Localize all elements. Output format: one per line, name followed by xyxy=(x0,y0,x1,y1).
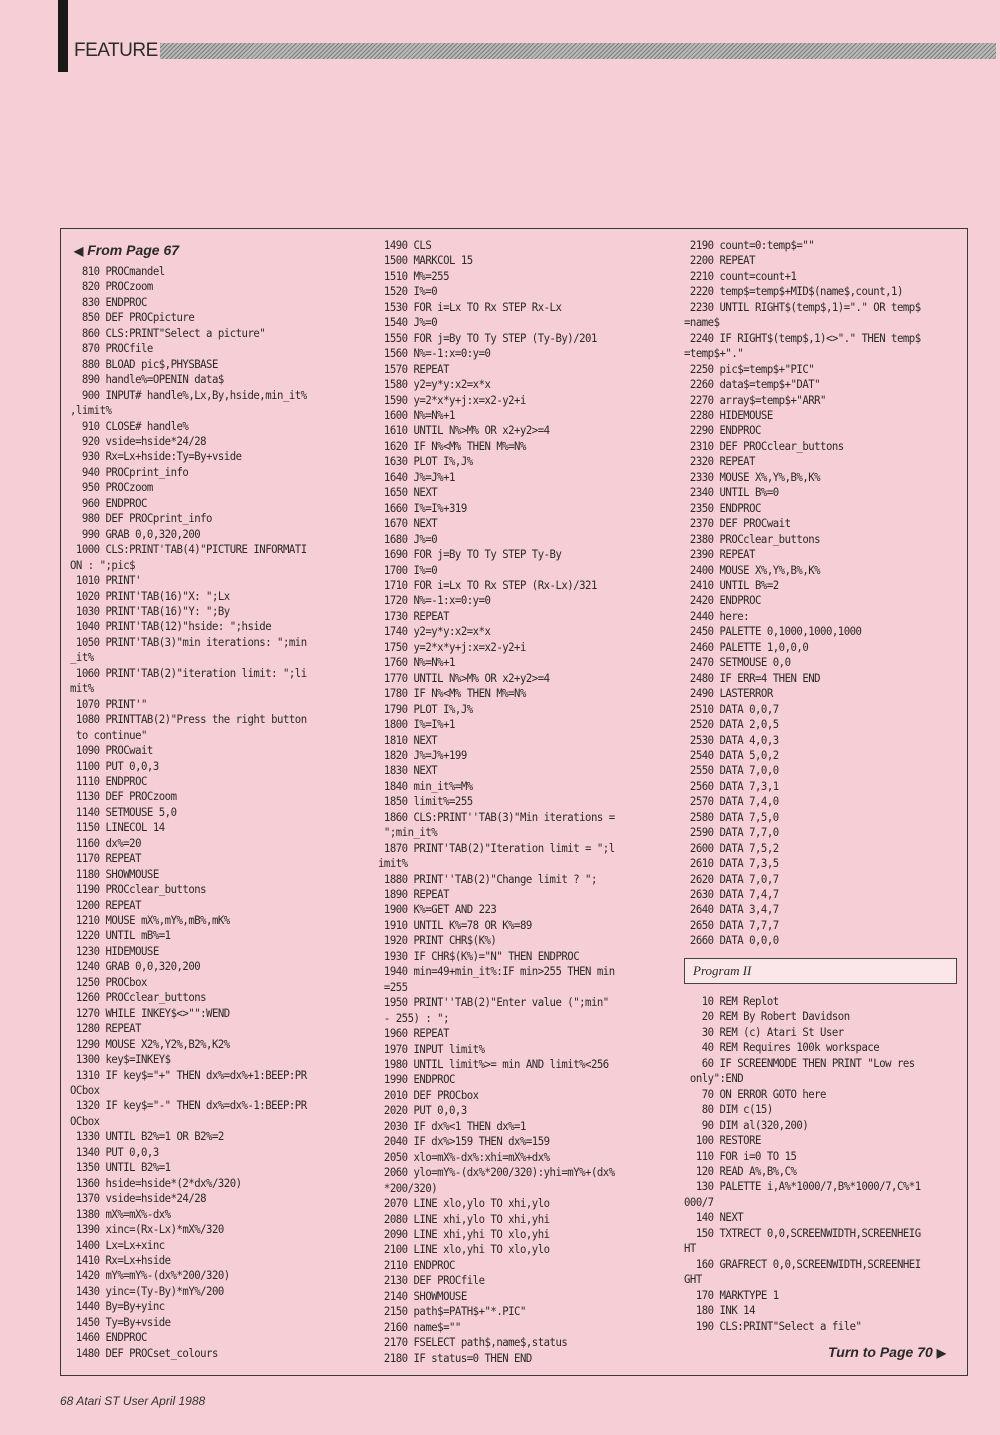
program-ii-heading-box xyxy=(684,958,957,984)
code-line: 170 MARKTYPE 1 xyxy=(684,1287,779,1302)
code-line: 1950 PRINT''TAB(2)"Enter value (";min" xyxy=(378,995,609,1010)
code-line: 1030 PRINT'TAB(16)"Y: ";By xyxy=(70,603,230,618)
from-page-link xyxy=(74,242,179,258)
code-line: 1010 PRINT' xyxy=(70,573,141,588)
code-line: 1350 UNTIL B2%=1 xyxy=(70,1160,171,1175)
code-line: 150 TXTRECT 0,0,SCREENWIDTH,SCREENHEIG xyxy=(684,1225,921,1240)
code-line: 2200 REPEAT xyxy=(684,253,755,268)
code-line: 1650 NEXT xyxy=(378,485,438,500)
code-line: 2490 LASTERROR xyxy=(684,686,773,701)
code-line: 1230 HIDEMOUSE xyxy=(70,943,159,958)
code-line: 1730 REPEAT xyxy=(378,608,449,623)
code-line: 2390 REPEAT xyxy=(684,547,755,562)
code-line: 1580 y2=y*y:x2=x*x xyxy=(378,377,491,392)
code-line: 2420 ENDPROC xyxy=(684,593,761,608)
code-line: 2590 DATA 7,7,0 xyxy=(684,825,779,840)
code-line: 2610 DATA 7,3,5 xyxy=(684,856,779,871)
code-line: 940 PROCprint_info xyxy=(70,464,189,479)
code-line: 1400 Lx=Lx+xinc xyxy=(70,1237,165,1252)
code-line: 1800 I%=I%+1 xyxy=(378,717,455,732)
code-line: 820 PROCzoom xyxy=(70,279,153,294)
code-line: 1740 y2=y*y:x2=x*x xyxy=(378,624,491,639)
code-line: 1430 yinc=(Ty-By)*mY%/200 xyxy=(70,1283,224,1298)
code-line: only":END xyxy=(684,1071,744,1086)
code-line: 2090 LINE xhi,yhi TO xlo,yhi xyxy=(378,1227,550,1241)
code-line: ,limit% xyxy=(70,403,112,418)
code-line: 1760 N%=N%+1 xyxy=(378,655,455,670)
code-line: 2470 SETMOUSE 0,0 xyxy=(684,655,791,670)
code-line: 40 REM Requires 100k workspace xyxy=(684,1040,880,1055)
code-line: 2620 DATA 7,0,7 xyxy=(684,871,779,886)
code-line: 980 DEF PROCprint_info xyxy=(70,511,212,526)
code-line: 1670 NEXT xyxy=(378,516,438,531)
code-line: 130 PALETTE i,A%*1000/7,B%*1000/7,C%*1 xyxy=(684,1179,921,1194)
code-line: 1900 K%=GET AND 223 xyxy=(378,902,497,917)
code-line: 920 vside=hside*24/28 xyxy=(70,433,207,448)
code-line: 2240 IF RIGHT$(temp$,1)<>"." THEN temp$ xyxy=(684,330,921,345)
code-line: 2540 DATA 5,0,2 xyxy=(684,747,779,762)
code-line: 2080 LINE xhi,ylo TO xhi,yhi xyxy=(378,1211,550,1226)
code-line: 2330 MOUSE X%,Y%,B%,K% xyxy=(684,469,821,484)
code-line: 2630 DATA 7,4,7 xyxy=(684,887,779,902)
code-line: 1020 PRINT'TAB(16)"X: ";Lx xyxy=(70,588,230,603)
code-line: 2400 MOUSE X%,Y%,B%,K% xyxy=(684,562,821,577)
turn-page-link xyxy=(828,1344,946,1360)
code-line: 1890 REPEAT xyxy=(378,887,449,902)
code-line: 100 RESTORE xyxy=(684,1133,761,1148)
code-line: 990 GRAB 0,0,320,200 xyxy=(70,526,201,541)
code-line: 830 ENDPROC xyxy=(70,294,147,309)
code-line: 2450 PALETTE 0,1000,1000,1000 xyxy=(684,624,862,639)
code-line: 2070 LINE xlo,ylo TO xhi,ylo xyxy=(378,1196,550,1211)
code-line: 2060 ylo=mY%-(dx%*200/320):yhi=mY%+(dx% xyxy=(378,1165,615,1180)
code-line: 1590 y=2*x*y+j:x=x2-y2+i xyxy=(378,392,526,407)
code-line: 1340 PUT 0,0,3 xyxy=(70,1144,159,1159)
code-line: 910 CLOSE# handle% xyxy=(70,418,189,433)
code-line: 1200 REPEAT xyxy=(70,897,141,912)
code-line: 1830 NEXT xyxy=(378,763,438,778)
code-line: - 255) : "; xyxy=(378,1010,449,1025)
code-line: 20 REM By Robert Davidson xyxy=(684,1009,850,1024)
header-stripe xyxy=(160,43,996,59)
code-line: 1300 key$=INKEY$ xyxy=(70,1052,171,1067)
code-line: 2310 DEF PROCclear_buttons xyxy=(684,438,844,453)
code-line: 870 PROCfile xyxy=(70,341,153,356)
code-line: =name$ xyxy=(684,315,720,330)
code-line: 2530 DATA 4,0,3 xyxy=(684,732,779,747)
code-line: 1560 N%=-1:x=0:y=0 xyxy=(378,346,491,361)
code-line: 2100 LINE xlo,yhi TO xlo,ylo xyxy=(378,1242,550,1257)
code-line: 1060 PRINT'TAB(2)"iteration limit: ";li xyxy=(70,665,307,680)
code-line: 2460 PALETTE 1,0,0,0 xyxy=(684,639,809,654)
code-line: 2160 name$="" xyxy=(378,1319,461,1334)
page-footer: 68 Atari ST User April 1988 xyxy=(60,1394,206,1408)
code-line: 860 CLS:PRINT"Select a picture" xyxy=(70,325,266,340)
code-line: 2650 DATA 7,7,7 xyxy=(684,917,779,932)
code-line: 1270 WHILE INKEY$<>"":WEND xyxy=(70,1005,230,1020)
code-line: 1050 PRINT'TAB(3)"min iterations: ";min xyxy=(70,634,307,649)
code-line: 1610 UNTIL N%>M% OR x2+y2>=4 xyxy=(378,423,550,438)
code-line: 1170 REPEAT xyxy=(70,851,141,866)
code-line: 1040 PRINT'TAB(12)"hside: ";hside xyxy=(70,619,272,634)
code-line: 1860 CLS:PRINT''TAB(3)"Min iterations = xyxy=(378,809,615,824)
code-line: 2340 UNTIL B%=0 xyxy=(684,485,779,500)
code-line: 1210 MOUSE mX%,mY%,mB%,mK% xyxy=(70,913,230,928)
code-line: 1310 IF key$="+" THEN dx%=dx%+1:BEEP:PR xyxy=(70,1067,307,1082)
code-line: to continue" xyxy=(70,727,147,742)
code-line: 1370 vside=hside*24/28 xyxy=(70,1191,207,1206)
code-line: 2520 DATA 2,0,5 xyxy=(684,717,779,732)
code-line: 1360 hside=hside*(2*dx%/320) xyxy=(70,1175,242,1190)
code-line: 1970 INPUT limit% xyxy=(378,1041,485,1056)
code-line: 810 PROCmandel xyxy=(70,264,165,278)
code-line: GHT xyxy=(684,1272,702,1287)
code-line: 1440 By=By+yinc xyxy=(70,1299,165,1314)
code-line: 2180 IF status=0 THEN END xyxy=(378,1350,532,1365)
code-line: *200/320) xyxy=(378,1180,438,1195)
code-line: 1330 UNTIL B2%=1 OR B2%=2 xyxy=(70,1129,224,1144)
code-line: 2030 IF dx%<1 THEN dx%=1 xyxy=(378,1118,526,1133)
code-line: 2410 UNTIL B%=2 xyxy=(684,577,779,592)
code-line: 2510 DATA 0,0,7 xyxy=(684,701,779,716)
code-line: 2580 DATA 7,5,0 xyxy=(684,809,779,824)
code-line: 1630 PLOT I%,J% xyxy=(378,454,473,469)
code-line: 10 REM Replot xyxy=(684,994,779,1008)
code-line: 2280 HIDEMOUSE xyxy=(684,407,773,422)
code-line: 60 IF SCREENMODE THEN PRINT "Low res xyxy=(684,1055,915,1070)
code-line: 2640 DATA 3,4,7 xyxy=(684,902,779,917)
code-line: 1910 UNTIL K%=78 OR K%=89 xyxy=(378,917,532,932)
code-column-2 xyxy=(378,238,654,1366)
code-line: 2050 xlo=mX%-dx%:xhi=mX%+dx% xyxy=(378,1149,550,1164)
code-line: 1680 J%=0 xyxy=(378,531,438,546)
code-line: 1150 LINECOL 14 xyxy=(70,820,165,835)
code-line: 2600 DATA 7,5,2 xyxy=(684,840,779,855)
code-line: 2370 DEF PROCwait xyxy=(684,516,791,531)
code-line: OCbox xyxy=(70,1083,100,1098)
code-line: 1920 PRINT CHR$(K%) xyxy=(378,933,497,948)
code-line: 850 DEF PROCpicture xyxy=(70,310,195,325)
code-line: 1960 REPEAT xyxy=(378,1026,449,1041)
section-label: FEATURE xyxy=(74,40,158,61)
code-line: 1840 min_it%=M% xyxy=(378,778,473,793)
code-line: 1380 mX%=mX%-dx% xyxy=(70,1206,171,1221)
code-column-1 xyxy=(70,264,346,1361)
code-line: 2560 DATA 7,3,1 xyxy=(684,778,779,793)
code-line: 2270 array$=temp$+"ARR" xyxy=(684,392,826,407)
code-line: 1880 PRINT''TAB(2)"Change limit ? "; xyxy=(378,871,597,886)
code-line: 2220 temp$=temp$+MID$(name$,count,1) xyxy=(684,284,903,299)
code-line: 2290 ENDPROC xyxy=(684,423,761,438)
code-line: 960 ENDPROC xyxy=(70,495,147,510)
left-arrow-icon: ◀ xyxy=(74,244,84,258)
code-line: 1540 J%=0 xyxy=(378,315,438,330)
code-line: 2040 IF dx%>159 THEN dx%=159 xyxy=(378,1134,550,1149)
code-line: 1460 ENDPROC xyxy=(70,1330,147,1345)
code-line: 1130 DEF PROCzoom xyxy=(70,789,177,804)
code-line: 1110 ENDPROC xyxy=(70,773,147,788)
code-line: 1480 DEF PROCset_colours xyxy=(70,1345,218,1360)
code-line: 1790 PLOT I%,J% xyxy=(378,701,473,716)
code-line: 1490 CLS xyxy=(378,238,432,252)
code-line: 160 GRAFRECT 0,0,SCREENWIDTH,SCREENHEI xyxy=(684,1256,921,1271)
code-line: 2260 data$=temp$+"DAT" xyxy=(684,377,821,392)
code-line: 1640 J%=J%+1 xyxy=(378,469,455,484)
program-ii-title: Program II xyxy=(693,963,752,978)
code-line: 1000 CLS:PRINT'TAB(4)"PICTURE INFORMATI xyxy=(70,542,307,557)
code-line: 2150 path$=PATH$+"*.PIC" xyxy=(378,1304,526,1319)
code-line: 2550 DATA 7,0,0 xyxy=(684,763,779,778)
code-line: 1080 PRINTTAB(2)"Press the right button xyxy=(70,712,307,727)
code-line: 2480 IF ERR=4 THEN END xyxy=(684,670,821,685)
code-line: 2350 ENDPROC xyxy=(684,500,761,515)
code-line: 1140 SETMOUSE 5,0 xyxy=(70,804,177,819)
code-line: =temp$+"." xyxy=(684,346,744,361)
code-line: 1820 J%=J%+199 xyxy=(378,747,467,762)
code-line: 1260 PROCclear_buttons xyxy=(70,990,207,1005)
code-line: mit% xyxy=(70,681,94,696)
code-line: 1940 min=49+min_it%:IF min>255 THEN min xyxy=(378,964,615,979)
code-line: 1930 IF CHR$(K%)="N" THEN ENDPROC xyxy=(378,948,580,963)
code-line: 1410 Rx=Lx+hside xyxy=(70,1253,171,1267)
code-line: 1520 I%=0 xyxy=(378,284,438,299)
code-line: 1530 FOR i=Lx TO Rx STEP Rx-Lx xyxy=(378,299,562,314)
code-line: 1500 MARKCOL 15 xyxy=(378,253,473,268)
code-line: 1710 FOR i=Lx TO Rx STEP (Rx-Lx)/321 xyxy=(378,577,597,592)
code-line: 1750 y=2*x*y+j:x=x2-y2+i xyxy=(378,639,526,654)
code-line: 1290 MOUSE X2%,Y2%,B2%,K2% xyxy=(70,1036,230,1051)
code-line: 2440 here: xyxy=(684,608,750,623)
code-column-3-program-ii xyxy=(684,994,960,1334)
code-line: 2110 ENDPROC xyxy=(378,1257,455,1272)
code-line: 80 DIM c(15) xyxy=(684,1102,773,1117)
code-line: 1660 I%=I%+319 xyxy=(378,500,467,515)
code-line: 1070 PRINT'" xyxy=(70,696,147,711)
code-line: 930 Rx=Lx+hside:Ty=By+vside xyxy=(70,449,242,464)
code-line: 1990 ENDPROC xyxy=(378,1072,455,1087)
code-line: 2130 DEF PROCfile xyxy=(378,1273,485,1288)
code-line: 1240 GRAB 0,0,320,200 xyxy=(70,959,201,974)
code-line: _it% xyxy=(70,650,94,665)
code-line: 1450 Ty=By+vside xyxy=(70,1314,171,1329)
code-line: 2380 PROCclear_buttons xyxy=(684,531,821,546)
code-line: 1600 N%=N%+1 xyxy=(378,407,455,422)
code-line: 1420 mY%=mY%-(dx%*200/320) xyxy=(70,1268,230,1283)
code-line: 1180 SHOWMOUSE xyxy=(70,866,159,881)
code-line: HT xyxy=(684,1241,696,1256)
code-line: 180 INK 14 xyxy=(684,1303,755,1318)
code-line: 1250 PROCbox xyxy=(70,974,147,989)
code-line: 2170 FSELECT path$,name$,status xyxy=(378,1335,568,1350)
code-line: 1190 PROCclear_buttons xyxy=(70,882,207,897)
code-line: 2210 count=count+1 xyxy=(684,268,797,283)
code-line: 950 PROCzoom xyxy=(70,480,153,495)
code-line: 1690 FOR j=By TO Ty STEP Ty-By xyxy=(378,547,562,562)
code-line: 2020 PUT 0,0,3 xyxy=(378,1103,467,1118)
code-line: 1220 UNTIL mB%=1 xyxy=(70,928,171,943)
code-line: 30 REM (c) Atari St User xyxy=(684,1024,844,1039)
code-line: 190 CLS:PRINT"Select a file" xyxy=(684,1318,862,1333)
code-line: 1100 PUT 0,0,3 xyxy=(70,758,159,773)
code-line: 1810 NEXT xyxy=(378,732,438,747)
code-line: 1550 FOR j=By TO Ty STEP (Ty-By)/201 xyxy=(378,330,597,345)
code-line: 2320 REPEAT xyxy=(684,454,755,469)
code-line: 1320 IF key$="-" THEN dx%=dx%-1:BEEP:PR xyxy=(70,1098,307,1113)
code-line: 2140 SHOWMOUSE xyxy=(378,1288,467,1303)
code-line: OCbox xyxy=(70,1113,100,1128)
code-line: 70 ON ERROR GOTO here xyxy=(684,1086,826,1101)
code-line: ";min_it% xyxy=(378,825,438,840)
code-line: 1850 limit%=255 xyxy=(378,794,473,809)
code-line: 000/7 xyxy=(684,1194,714,1209)
code-line: 2230 UNTIL RIGHT$(temp$,1)="." OR temp$ xyxy=(684,299,921,314)
code-line: 1770 UNTIL N%>M% OR x2+y2>=4 xyxy=(378,670,550,685)
code-column-3 xyxy=(684,238,960,949)
code-line: 1390 xinc=(Rx-Lx)*mX%/320 xyxy=(70,1222,224,1237)
code-line: 880 BLOAD pic$,PHYSBASE xyxy=(70,356,218,371)
code-line: 1510 M%=255 xyxy=(378,268,449,283)
code-line: imit% xyxy=(378,856,408,871)
code-line: 1780 IF N%<M% THEN M%=N% xyxy=(378,686,526,701)
code-line: 1090 PROCwait xyxy=(70,743,153,758)
code-line: 2660 DATA 0,0,0 xyxy=(684,933,779,948)
code-line: 1870 PRINT'TAB(2)"Iteration limit = ";l xyxy=(378,840,615,855)
right-arrow-icon: ▶ xyxy=(936,1346,947,1360)
code-line: 1980 UNTIL limit%>= min AND limit%<256 xyxy=(378,1057,609,1072)
code-line: 110 FOR i=0 TO 15 xyxy=(684,1148,797,1163)
header-bar xyxy=(58,0,68,72)
code-line: 2570 DATA 7,4,0 xyxy=(684,794,779,809)
code-line: 890 handle%=OPENIN data$ xyxy=(70,372,224,387)
code-line: 1700 I%=0 xyxy=(378,562,438,577)
turn-page-text: Turn to Page 70 xyxy=(828,1344,933,1360)
code-line: 900 INPUT# handle%,Lx,By,hside,min_it% xyxy=(70,387,307,402)
code-line: 1280 REPEAT xyxy=(70,1021,141,1036)
code-line: 1570 REPEAT xyxy=(378,361,449,376)
code-line: 90 DIM al(320,200) xyxy=(684,1117,809,1132)
code-line: =255 xyxy=(378,979,408,994)
code-line: 140 NEXT xyxy=(684,1210,744,1225)
code-line: 2010 DEF PROCbox xyxy=(378,1087,479,1102)
code-line: ON : ";pic$ xyxy=(70,557,136,572)
code-line: 1720 N%=-1:x=0:y=0 xyxy=(378,593,491,608)
code-line: 1620 IF N%<M% THEN M%=N% xyxy=(378,438,526,453)
code-line: 1160 dx%=20 xyxy=(70,835,141,850)
code-line: 2250 pic$=temp$+"PIC" xyxy=(684,361,815,376)
code-line: 120 READ A%,B%,C% xyxy=(684,1163,797,1178)
from-page-text: From Page 67 xyxy=(87,242,180,258)
code-line: 2190 count=0:temp$="" xyxy=(684,238,815,252)
